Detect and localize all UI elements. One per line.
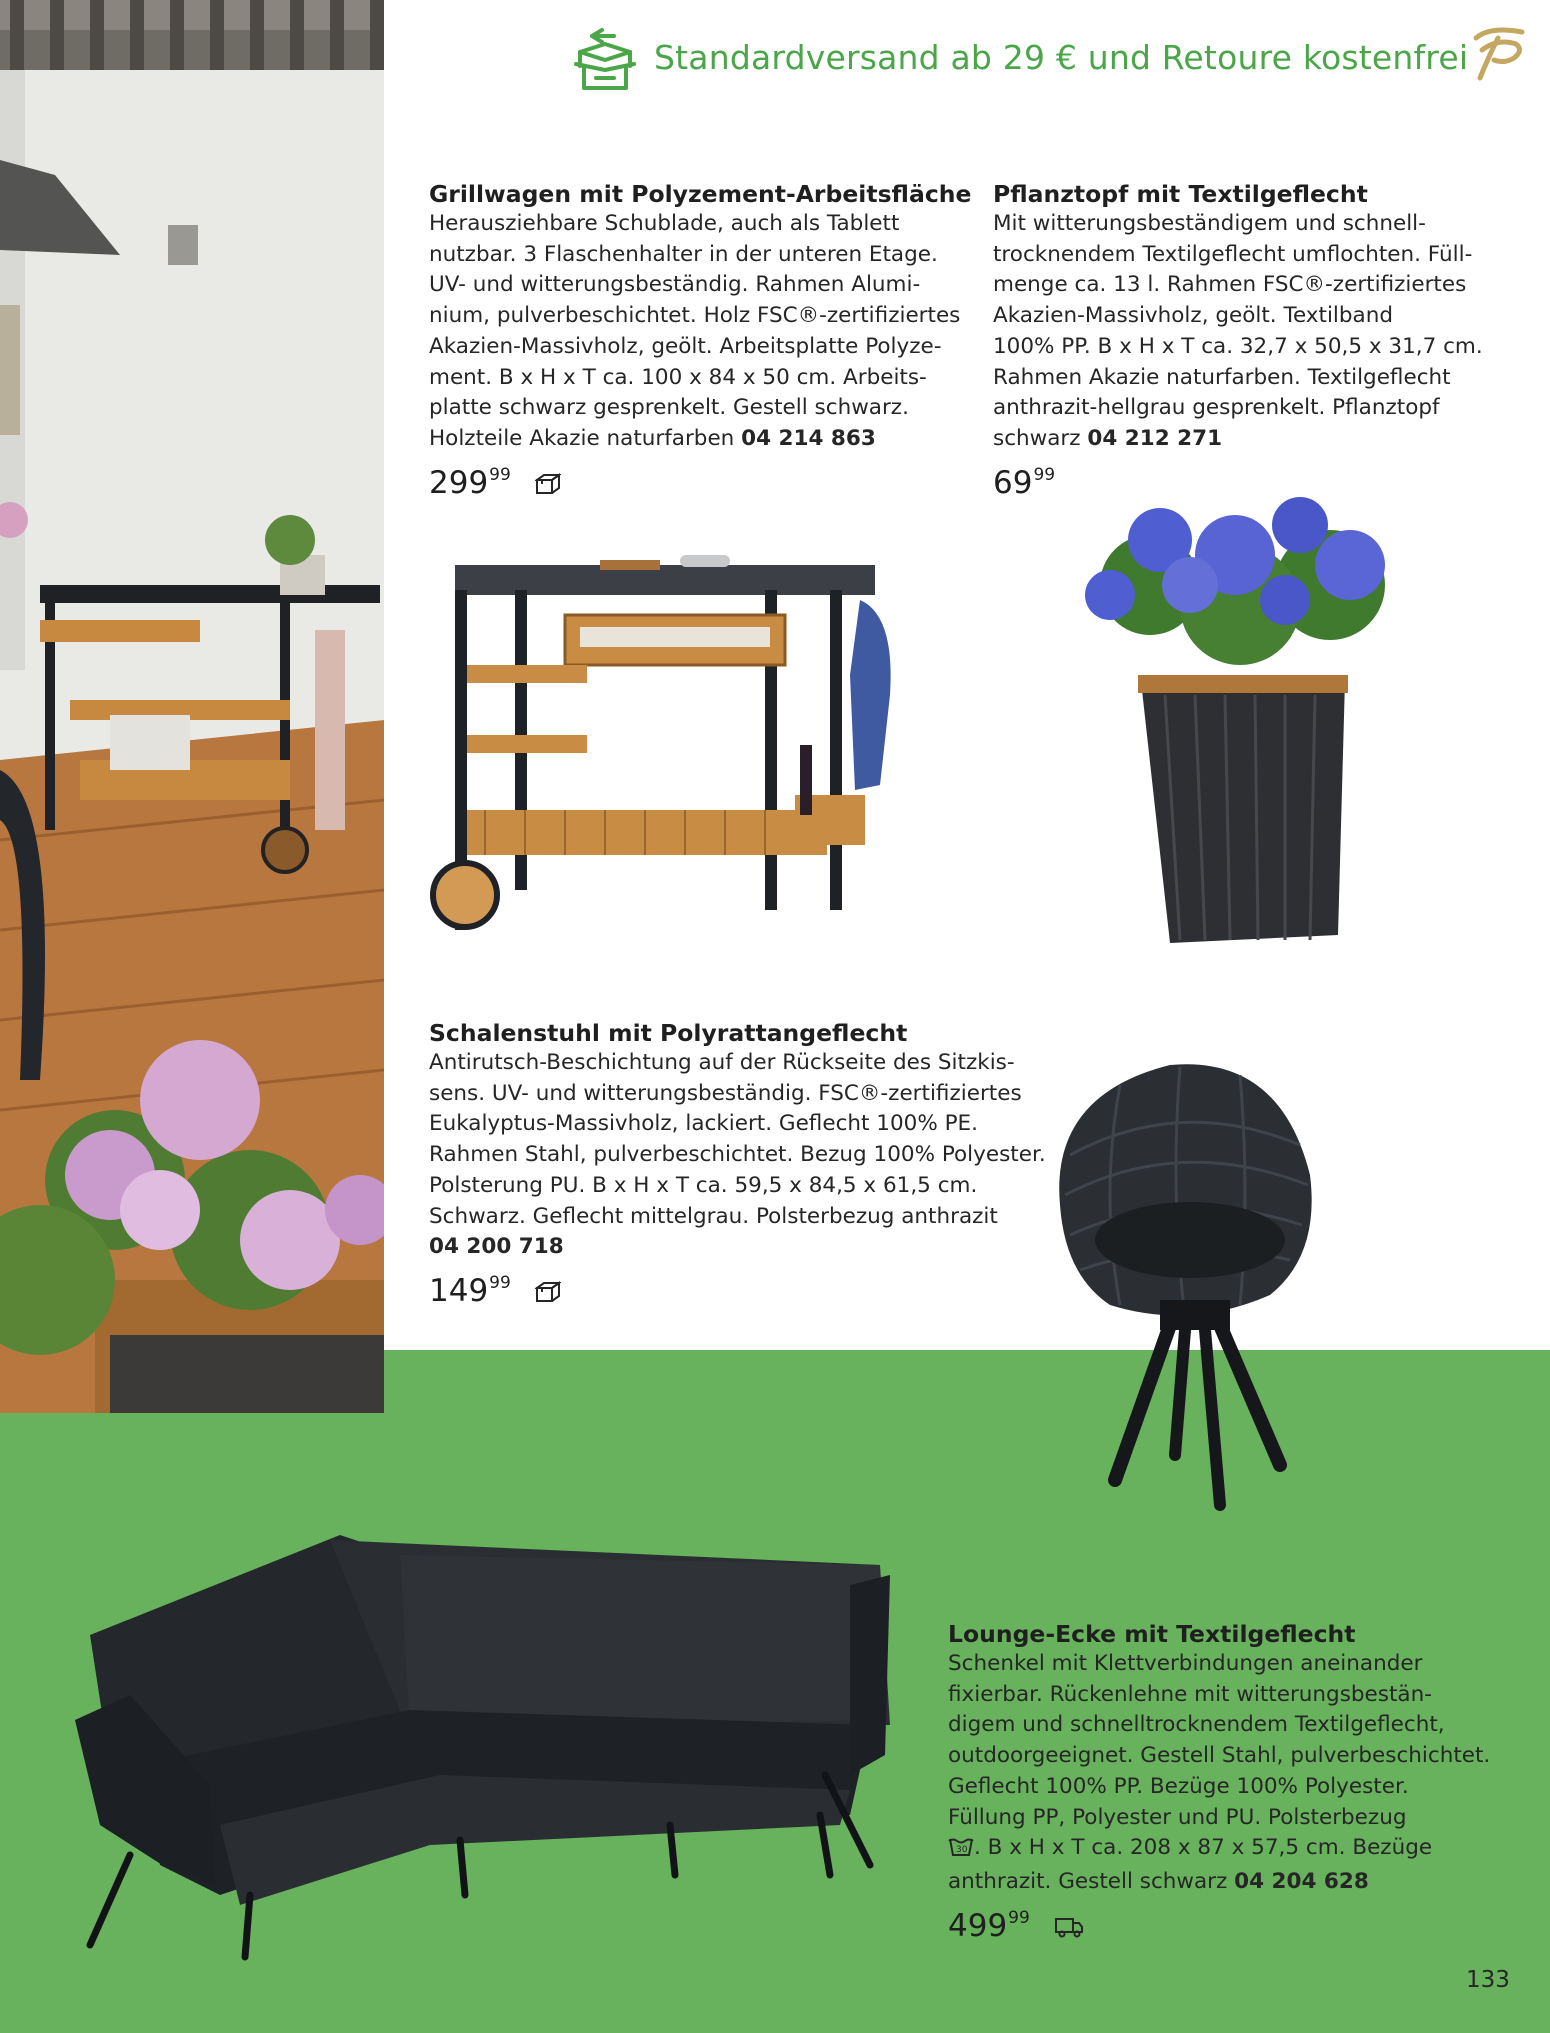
- brand-logo: [1468, 24, 1528, 82]
- description-text: Holzteile Akazie naturfarben: [429, 425, 735, 451]
- price-main: 69: [993, 464, 1033, 501]
- pflanztopf-image: [1070, 495, 1430, 959]
- description-line: ment. B x H x T ca. 100 x 84 x 50 cm. Arbeits-: [429, 364, 927, 390]
- description-line: Rahmen Stahl, pulverbeschichtet. Bezug 100% Polyester.: [429, 1142, 1046, 1168]
- description-line: outdoorgeeignet. Gestell Stahl, pulverbeschichtet.: [948, 1743, 1491, 1769]
- description-line: menge ca. 13 l. Rahmen FSC®-zertifiziertes: [993, 272, 1467, 298]
- description-line: [948, 1867, 1490, 1898]
- product-pflanztopf: [993, 179, 1483, 501]
- description-text: . B x H x T ca. 208 x 87 x 57,5 cm. Bezüge: [974, 1835, 1433, 1861]
- price: [429, 1273, 1046, 1311]
- return-box-icon: [570, 26, 640, 100]
- description-line: Mit witterungsbeständigem und schnell-: [993, 211, 1426, 236]
- description-line: Antirutsch-Beschichtung auf der Rückseite des Sitzkis-: [429, 1050, 1015, 1075]
- price-cents: 99: [1033, 464, 1056, 485]
- description-line: fixierbar. Rückenlehne mit witterungsbestän-: [948, 1681, 1432, 1707]
- grillwagen-image: [425, 555, 945, 979]
- truck-icon: [1054, 1910, 1084, 1946]
- product-title: Schalenstuhl mit Polyrattangeflecht: [429, 1019, 908, 1047]
- description-line: [429, 1232, 1046, 1263]
- description-line: anthrazit-hellgrau gesprenkelt. Pflanztopf: [993, 395, 1440, 421]
- description-line: trocknendem Textilgeflecht umflochten. Füll-: [993, 241, 1473, 267]
- description-line: Schwarz. Geflecht mittelgrau. Polsterbezug anthrazit: [429, 1203, 998, 1229]
- description-line: Polsterung PU. B x H x T ca. 59,5 x 84,5 x 61,5 cm.: [429, 1172, 978, 1198]
- description-line: Akazien-Massivholz, geölt. Arbeitsplatte Polyze-: [429, 333, 942, 359]
- price-cents: 99: [489, 464, 511, 485]
- description-line: 100% PP. B x H x T ca. 32,7 x 50,5 x 31,7 cm.: [993, 333, 1483, 359]
- description-line: Rahmen Akazie naturfarben. Textilgeflecht: [993, 364, 1451, 390]
- description-text: schwarz: [993, 425, 1081, 451]
- description-line: [948, 1833, 1490, 1867]
- description-line: digem und schnelltrocknendem Textilgeflecht,: [948, 1712, 1445, 1738]
- price-main: 499: [948, 1907, 1008, 1944]
- product-title: Lounge-Ecke mit Textilgeflecht: [948, 1620, 1356, 1648]
- article-number: 04 204 628: [1234, 1868, 1369, 1894]
- description-line: Eukalyptus-Massivholz, lackiert. Geflecht 100% PE.: [429, 1111, 978, 1137]
- schalenstuhl-image: [1040, 1055, 1340, 1519]
- description-line: UV- und witterungsbeständig. Rahmen Alumi-: [429, 272, 921, 298]
- price-cents: 99: [489, 1272, 511, 1293]
- product-title: Pflanztopf mit Textilgeflecht: [993, 180, 1368, 208]
- article-number: 04 200 718: [429, 1234, 564, 1260]
- shipping-banner-text: Standardversand ab 29 € und Retoure kostenfrei: [654, 38, 1469, 77]
- product-title: Grillwagen mit Polyzement-Arbeitsfläche: [429, 180, 972, 208]
- description-line: Geflecht 100% PP. Bezüge 100% Polyester.: [948, 1773, 1409, 1799]
- lounge-ecke-image: [70, 1525, 900, 1969]
- description-line: sens. UV- und witterungsbeständig. FSC®-zertifiziertes: [429, 1080, 1022, 1106]
- product-schalenstuhl: [429, 1018, 1046, 1311]
- description-line: [993, 424, 1483, 455]
- parcel-icon: [535, 1275, 561, 1311]
- price: [948, 1908, 1490, 1946]
- description-line: Füllung PP, Polyester und PU. Polsterbezug: [948, 1804, 1407, 1830]
- description-line: nutzbar. 3 Flaschenhalter in der unteren Etage.: [429, 241, 938, 267]
- description-text: anthrazit. Gestell schwarz: [948, 1868, 1228, 1894]
- parcel-icon: [535, 467, 561, 503]
- shipping-banner: [570, 22, 1470, 102]
- description-line: platte schwarz gesprenkelt. Gestell schwarz.: [429, 395, 909, 421]
- price: [429, 465, 971, 503]
- product-grillwagen: [429, 179, 971, 503]
- price-main: 299: [429, 464, 489, 501]
- wash-icon: [948, 1835, 974, 1867]
- description-line: nium, pulverbeschichtet. Holz FSC®-zertifiziertes: [429, 303, 961, 329]
- page-number: 133: [1466, 1967, 1510, 1993]
- price-main: 149: [429, 1272, 489, 1309]
- description-line: Akazien-Massivholz, geölt. Textilband: [993, 303, 1393, 329]
- article-number: 04 212 271: [1087, 425, 1223, 451]
- article-number: 04 214 863: [741, 425, 876, 451]
- price-cents: 99: [1008, 1907, 1030, 1928]
- lifestyle-photo-terrace: [0, 0, 384, 1413]
- svg-text:30: 30: [956, 1845, 968, 1856]
- description-line: Herausziehbare Schublade, auch als Tablett: [429, 211, 900, 236]
- description-line: Schenkel mit Klettverbindungen aneinander: [948, 1651, 1423, 1676]
- description-line: [429, 424, 971, 455]
- product-lounge-ecke: [948, 1619, 1490, 1946]
